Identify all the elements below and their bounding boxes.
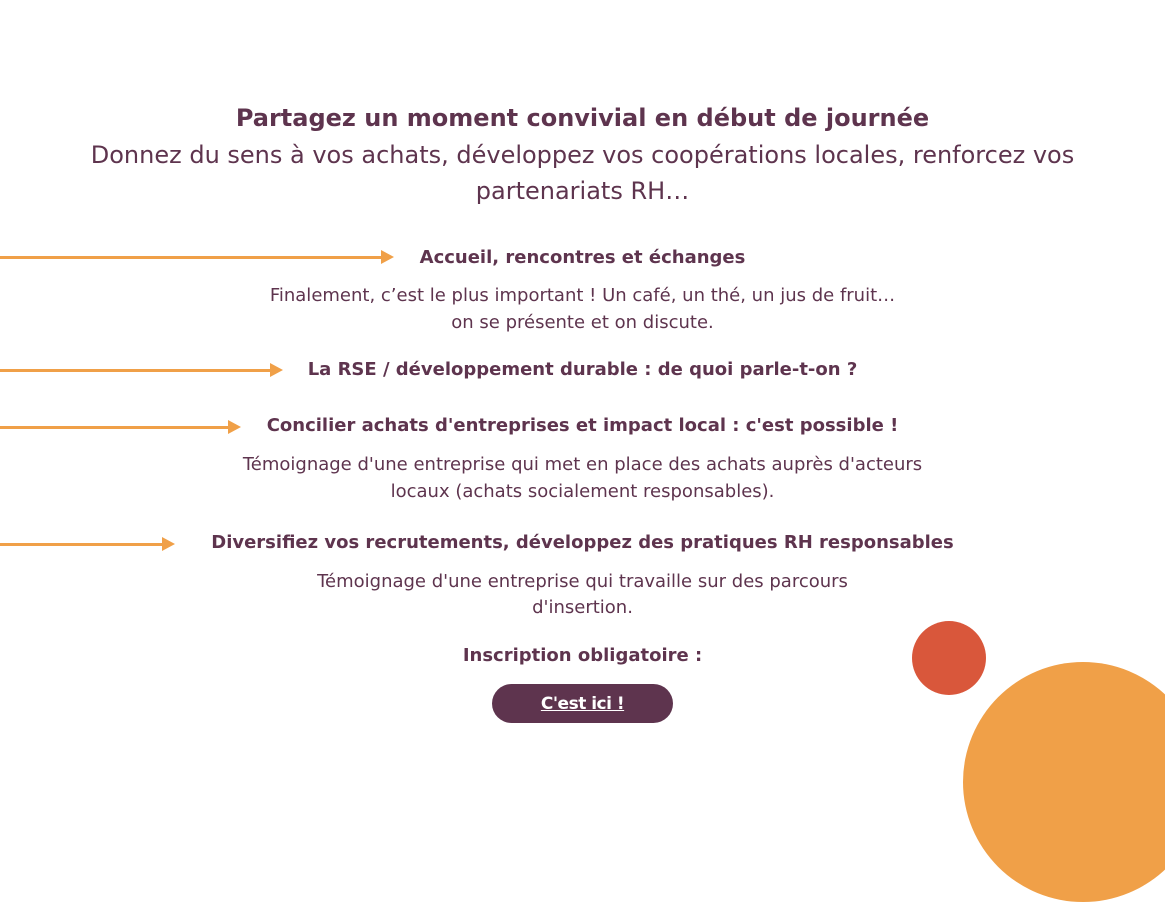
decorative-circle-small xyxy=(912,621,986,695)
page-subtitle: Donnez du sens à vos achats, développez vos coopérations locales, renforcez vos partenariats RH… xyxy=(90,141,1075,205)
agenda-item-title-3: Concilier achats d'entreprises et impact local : c'est possible ! xyxy=(266,415,899,436)
agenda-item-desc-3-line2: locaux (achats socialement responsables). xyxy=(390,481,775,502)
decorative-circle-large xyxy=(963,662,1165,902)
agenda-item-title-4: Diversifiez vos recrutements, développez des pratiques RH responsables xyxy=(211,532,954,553)
agenda-item-desc-3-line1: Témoignage d'une entreprise qui met en place des achats auprès d'acteurs xyxy=(242,454,923,475)
agenda-item-title-2: La RSE / développement durable : de quoi parle-t-on ? xyxy=(307,359,858,380)
agenda-item-desc-1-line2: on se présente et on discute. xyxy=(451,312,714,333)
agenda-item-title-1: Accueil, rencontres et échanges xyxy=(419,247,746,268)
agenda-item-desc-4-line2: d'insertion. xyxy=(532,597,633,618)
registration-button[interactable]: C'est ici ! xyxy=(492,684,673,723)
registration-label: Inscription obligatoire : xyxy=(462,645,703,666)
agenda-item-desc-1-line1: Finalement, c’est le plus important ! Un café, un thé, un jus de fruit… xyxy=(269,285,896,306)
page-title: Partagez un moment convivial en début de journée xyxy=(235,104,930,132)
agenda-item-desc-4-line1: Témoignage d'une entreprise qui travaille sur des parcours xyxy=(317,571,848,592)
